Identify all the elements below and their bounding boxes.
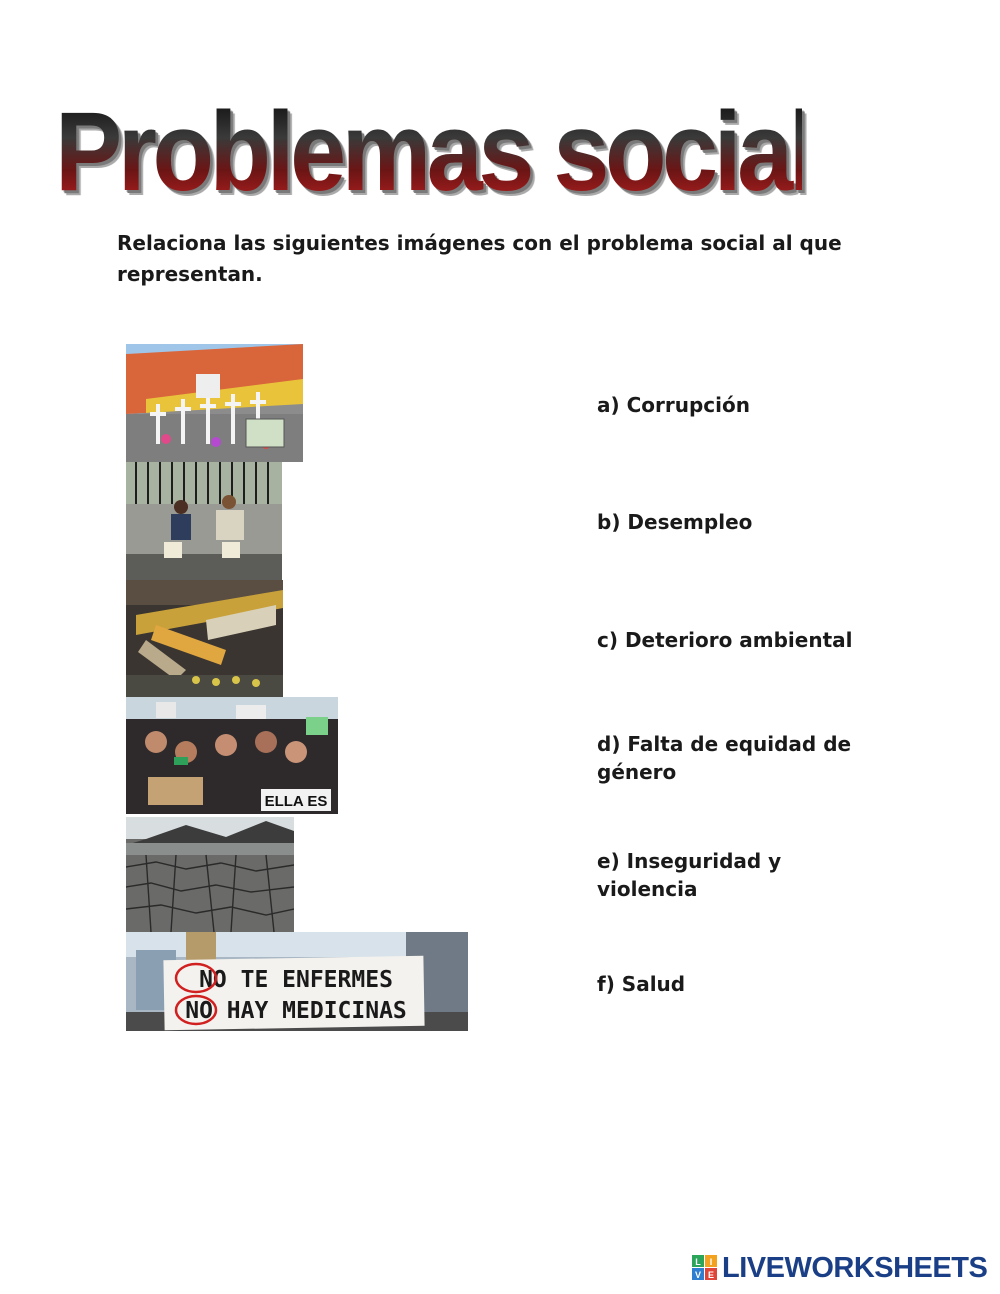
option-a[interactable]: a) Corrupción <box>597 393 750 417</box>
liveworksheets-logo-icon <box>692 1255 718 1281</box>
photo-memorial-crosses[interactable] <box>126 344 303 462</box>
photo-health-protest[interactable] <box>126 932 468 1031</box>
photo-unemployed-men[interactable] <box>126 462 282 580</box>
protest-banner-line2: NO HAY MEDICINAS <box>185 998 407 1024</box>
svg-text:E: E <box>707 1270 715 1280</box>
svg-text:I: I <box>709 1257 713 1267</box>
option-f[interactable]: f) Salud <box>597 972 686 996</box>
option-e[interactable]: e) Inseguridad y violencia <box>597 849 782 901</box>
svg-text:L: L <box>695 1257 701 1267</box>
protest-banner-line1: NO TE ENFERMES <box>199 967 393 993</box>
photo-womens-march[interactable] <box>126 697 338 814</box>
option-d[interactable]: d) Falta de equidad de género <box>597 732 852 784</box>
photo-cracked-earth[interactable] <box>126 817 294 932</box>
option-b[interactable]: b) Desempleo <box>597 510 753 534</box>
liveworksheets-logo-text: LIVEWORKSHEETS <box>722 1251 988 1284</box>
option-c[interactable]: c) Deterioro ambiental <box>597 628 853 652</box>
svg-text:V: V <box>694 1270 702 1280</box>
liveworksheets-logo <box>692 1250 987 1286</box>
worksheet-title: Problemas sociales <box>55 92 802 222</box>
photo-collapsed-metro[interactable] <box>126 580 283 697</box>
ella-es-sign-text: ELLA ES <box>264 793 328 810</box>
instructions-text: Relaciona las siguientes imágenes con el problema social al que representan. <box>117 231 842 286</box>
